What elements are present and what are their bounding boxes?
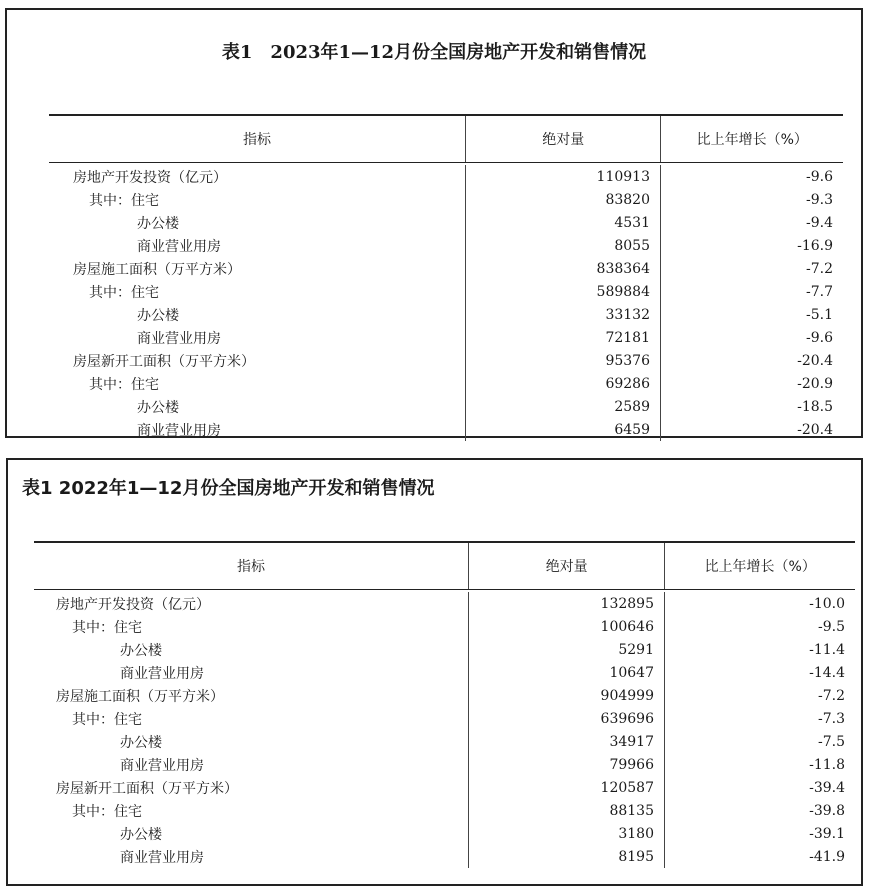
row-growth: -5.1 bbox=[806, 306, 833, 323]
table-row bbox=[34, 799, 855, 822]
row-growth: -20.4 bbox=[797, 352, 833, 369]
row-value: 132895 bbox=[469, 592, 665, 615]
row-value: 10647 bbox=[469, 661, 665, 684]
table-row bbox=[34, 592, 855, 615]
row-label: 商业营业用房 bbox=[34, 753, 469, 776]
row-label: 商业营业用房 bbox=[49, 418, 466, 441]
row-value: 8055 bbox=[466, 234, 661, 257]
data-table-2022 bbox=[34, 541, 855, 868]
row-label: 其中：住宅 bbox=[49, 372, 466, 395]
table-row bbox=[49, 326, 843, 349]
row-value: 838364 bbox=[466, 257, 661, 280]
table-row bbox=[49, 303, 843, 326]
row-value: 8195 bbox=[469, 845, 665, 868]
row-growth: -20.4 bbox=[797, 421, 833, 438]
row-value: 639696 bbox=[469, 707, 665, 730]
row-label: 办公楼 bbox=[34, 638, 469, 661]
table-row bbox=[34, 638, 855, 661]
row-growth: -20.9 bbox=[797, 375, 833, 392]
row-value: 83820 bbox=[466, 188, 661, 211]
row-growth: -9.6 bbox=[806, 329, 833, 346]
row-growth: -7.2 bbox=[806, 260, 833, 277]
table-body bbox=[34, 590, 855, 868]
row-growth: -39.4 bbox=[809, 779, 845, 796]
table-row bbox=[49, 257, 843, 280]
table-row bbox=[34, 776, 855, 799]
row-label: 商业营业用房 bbox=[34, 845, 469, 868]
row-label: 其中：住宅 bbox=[34, 799, 469, 822]
row-growth: -7.5 bbox=[818, 733, 845, 750]
row-growth: -16.9 bbox=[797, 237, 833, 254]
table-row bbox=[34, 707, 855, 730]
row-value: 120587 bbox=[469, 776, 665, 799]
row-growth: -9.3 bbox=[806, 191, 833, 208]
row-label: 房地产开发投资（亿元） bbox=[34, 592, 469, 615]
table-panel-2022 bbox=[6, 458, 863, 886]
table-row bbox=[49, 280, 843, 303]
row-value: 69286 bbox=[466, 372, 661, 395]
row-label: 办公楼 bbox=[49, 395, 466, 418]
row-growth: -9.6 bbox=[806, 168, 833, 185]
header-growth: 比上年增长（%） bbox=[704, 559, 816, 575]
row-value: 110913 bbox=[466, 165, 661, 188]
row-value: 100646 bbox=[469, 615, 665, 638]
table-row bbox=[49, 395, 843, 418]
table-row bbox=[49, 372, 843, 395]
header-absolute: 绝对量 bbox=[469, 543, 666, 589]
table-row bbox=[49, 165, 843, 188]
header-growth: 比上年增长（%） bbox=[696, 132, 808, 148]
data-table-2023 bbox=[49, 114, 843, 441]
header-indicator: 指标 bbox=[34, 543, 469, 589]
row-label: 商业营业用房 bbox=[34, 661, 469, 684]
row-label: 其中：住宅 bbox=[49, 280, 466, 303]
table-header bbox=[49, 114, 843, 163]
row-growth: -39.8 bbox=[809, 802, 845, 819]
row-growth: -7.3 bbox=[818, 710, 845, 727]
row-value: 72181 bbox=[466, 326, 661, 349]
table-title-2022: 表1 2022年1—12月份全国房地产开发和销售情况 bbox=[22, 478, 435, 499]
table-row bbox=[49, 211, 843, 234]
row-label: 其中：住宅 bbox=[34, 615, 469, 638]
header-absolute: 绝对量 bbox=[466, 116, 662, 162]
table-row bbox=[49, 418, 843, 441]
row-label: 办公楼 bbox=[49, 303, 466, 326]
row-value: 904999 bbox=[469, 684, 665, 707]
row-growth: -11.8 bbox=[809, 756, 845, 773]
row-label: 房屋新开工面积（万平方米） bbox=[34, 776, 469, 799]
row-growth: -18.5 bbox=[797, 398, 833, 415]
row-growth: -41.9 bbox=[809, 848, 845, 865]
row-value: 5291 bbox=[469, 638, 665, 661]
row-value: 2589 bbox=[466, 395, 661, 418]
table-row bbox=[34, 661, 855, 684]
row-label: 办公楼 bbox=[49, 211, 466, 234]
table-row bbox=[34, 845, 855, 868]
row-label: 其中：住宅 bbox=[49, 188, 466, 211]
row-growth: -10.0 bbox=[809, 595, 845, 612]
table-row bbox=[49, 349, 843, 372]
table-body bbox=[49, 163, 843, 441]
row-label: 房屋新开工面积（万平方米） bbox=[49, 349, 466, 372]
row-label: 商业营业用房 bbox=[49, 234, 466, 257]
row-value: 3180 bbox=[469, 822, 665, 845]
table-row bbox=[34, 615, 855, 638]
row-value: 34917 bbox=[469, 730, 665, 753]
table-row bbox=[34, 684, 855, 707]
row-label: 房屋施工面积（万平方米） bbox=[34, 684, 469, 707]
row-growth: -14.4 bbox=[809, 664, 845, 681]
row-growth: -9.5 bbox=[818, 618, 845, 635]
table-title-2023: 表1 2023年1—12月份全国房地产开发和销售情况 bbox=[221, 42, 647, 63]
header-indicator: 指标 bbox=[49, 116, 466, 162]
row-value: 95376 bbox=[466, 349, 661, 372]
row-value: 33132 bbox=[466, 303, 661, 326]
row-value: 4531 bbox=[466, 211, 661, 234]
row-value: 6459 bbox=[466, 418, 661, 441]
row-growth: -7.7 bbox=[806, 283, 833, 300]
table-header bbox=[34, 541, 855, 590]
row-value: 79966 bbox=[469, 753, 665, 776]
row-label: 商业营业用房 bbox=[49, 326, 466, 349]
row-growth: -39.1 bbox=[809, 825, 845, 842]
table-panel-2023 bbox=[5, 8, 863, 438]
row-value: 88135 bbox=[469, 799, 665, 822]
table-row bbox=[34, 730, 855, 753]
row-value: 589884 bbox=[466, 280, 661, 303]
row-label: 办公楼 bbox=[34, 822, 469, 845]
row-label: 办公楼 bbox=[34, 730, 469, 753]
table-row bbox=[49, 188, 843, 211]
row-label: 房屋施工面积（万平方米） bbox=[49, 257, 466, 280]
row-growth: -7.2 bbox=[818, 687, 845, 704]
table-row bbox=[34, 753, 855, 776]
table-row bbox=[49, 234, 843, 257]
row-label: 房地产开发投资（亿元） bbox=[49, 165, 466, 188]
row-growth: -9.4 bbox=[806, 214, 833, 231]
row-growth: -11.4 bbox=[809, 641, 845, 658]
table-row bbox=[34, 822, 855, 845]
row-label: 其中：住宅 bbox=[34, 707, 469, 730]
